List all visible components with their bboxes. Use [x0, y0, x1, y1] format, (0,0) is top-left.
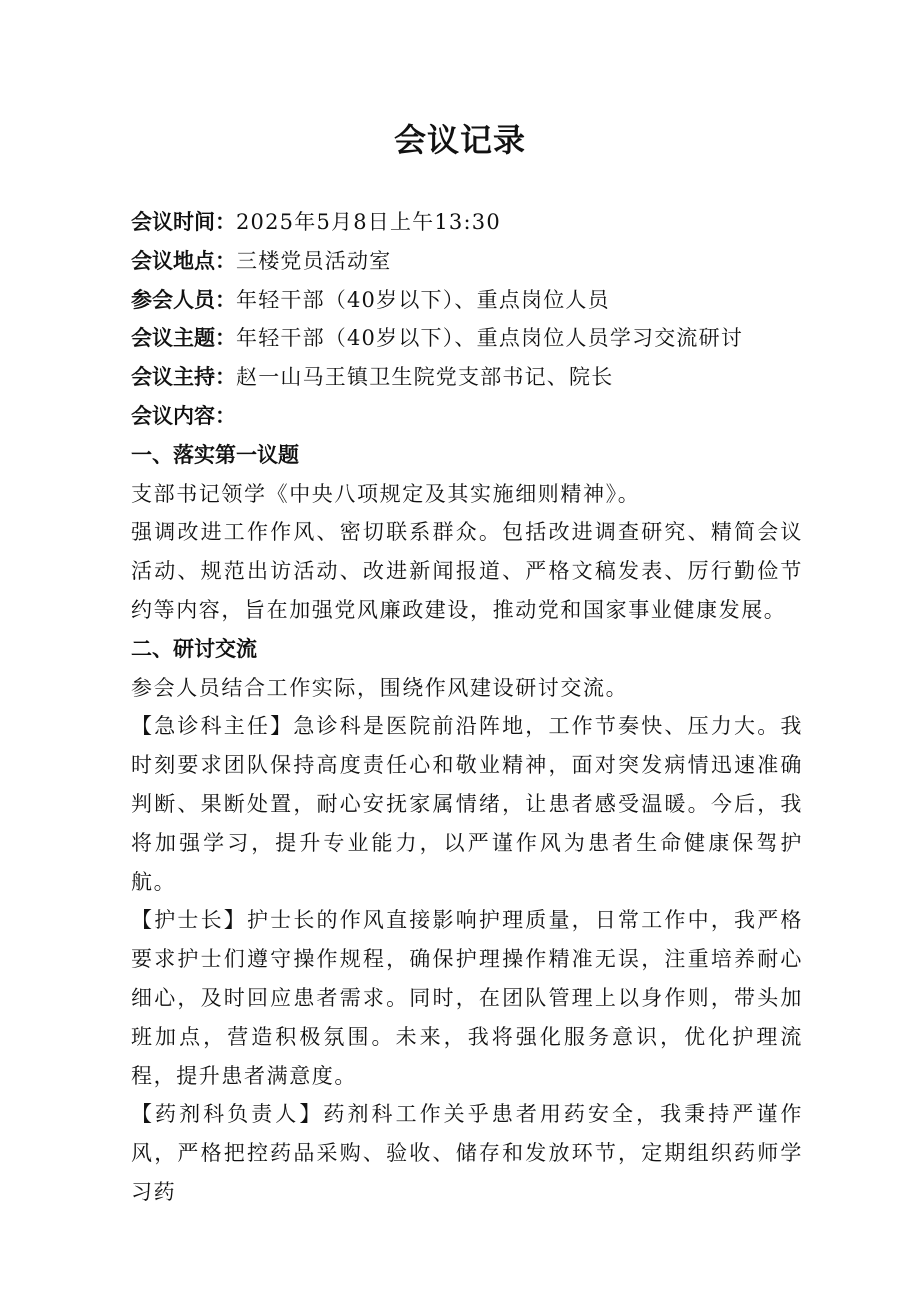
section-1-paragraph-2: 强调改进工作作风、密切联系群众。包括改进调查研究、精简会议活动、规范出访活动、改进新闻报道、严格文稿发表、厉行勤俭节约等内容，旨在加强党风廉政建设，推动党和国家事业健康发展。: [131, 520, 803, 622]
field-label: 参会人员：: [131, 287, 236, 312]
section-2-paragraph-head-nurse: 【护士长】护士长的作风直接影响护理质量，日常工作中，我严格要求护士们遵守操作规程，确保护理操作精准无误，注重培养耐心细心，及时回应患者需求。同时，在团队管理上以身作则，带头加班加点，营造积极氛围。未来，我将强化服务意识，优化护理流程，提升患者满意度。: [131, 908, 803, 1088]
section-2-paragraph-1: 参会人员结合工作实际，围绕作风建设研讨交流。: [131, 675, 629, 700]
document-title: 会议记录: [393, 121, 526, 159]
section-2-paragraph-emergency-director: 【急诊科主任】急诊科是医院前沿阵地，工作节奏快、压力大。我时刻要求团队保持高度责任心和敬业精神，面对突发病情迅速准确判断、果断处置，耐心安抚家属情绪，让患者感受温暖。今后，我将加强学习，提升专业能力，以严谨作风为患者生命健康保驾护航。: [131, 714, 803, 894]
section-2-paragraph-pharmacy-head: 【药剂科负责人】药剂科工作关乎患者用药安全，我秉持严谨作风，严格把控药品采购、验收、储存和发放环节，定期组织药师学习药: [131, 1102, 803, 1204]
document-body: [131, 203, 803, 1212]
field-label: 会议内容：: [131, 403, 236, 428]
field-meeting-host: [131, 358, 803, 397]
section-2-heading: 二、研讨交流: [131, 636, 257, 661]
field-value: 年轻干部（40岁以下）、重点岗位人员: [236, 287, 610, 312]
field-value: 赵一山马王镇卫生院党支部书记、院长: [236, 365, 614, 390]
section-1-heading: 一、落实第一议题: [131, 442, 299, 467]
field-label: 会议时间：: [131, 210, 236, 234]
section-1-paragraph-1: 支部书记领学《中央八项规定及其实施细则精神》。: [131, 481, 641, 506]
field-value: 2025年5月8日上午13:30: [236, 210, 501, 234]
field-label: 会议主题：: [131, 326, 236, 351]
field-value: 三楼党员活动室: [236, 248, 392, 273]
field-label: 会议主持：: [131, 365, 236, 390]
field-meeting-topic: [131, 319, 803, 358]
field-value: 年轻干部（40岁以下）、重点岗位人员学习交流研讨: [236, 326, 744, 351]
field-label: 会议地点：: [131, 248, 236, 273]
field-attendees: [131, 281, 803, 320]
field-meeting-content: [131, 397, 803, 436]
field-meeting-place: [131, 242, 803, 281]
field-meeting-time: [131, 203, 803, 242]
